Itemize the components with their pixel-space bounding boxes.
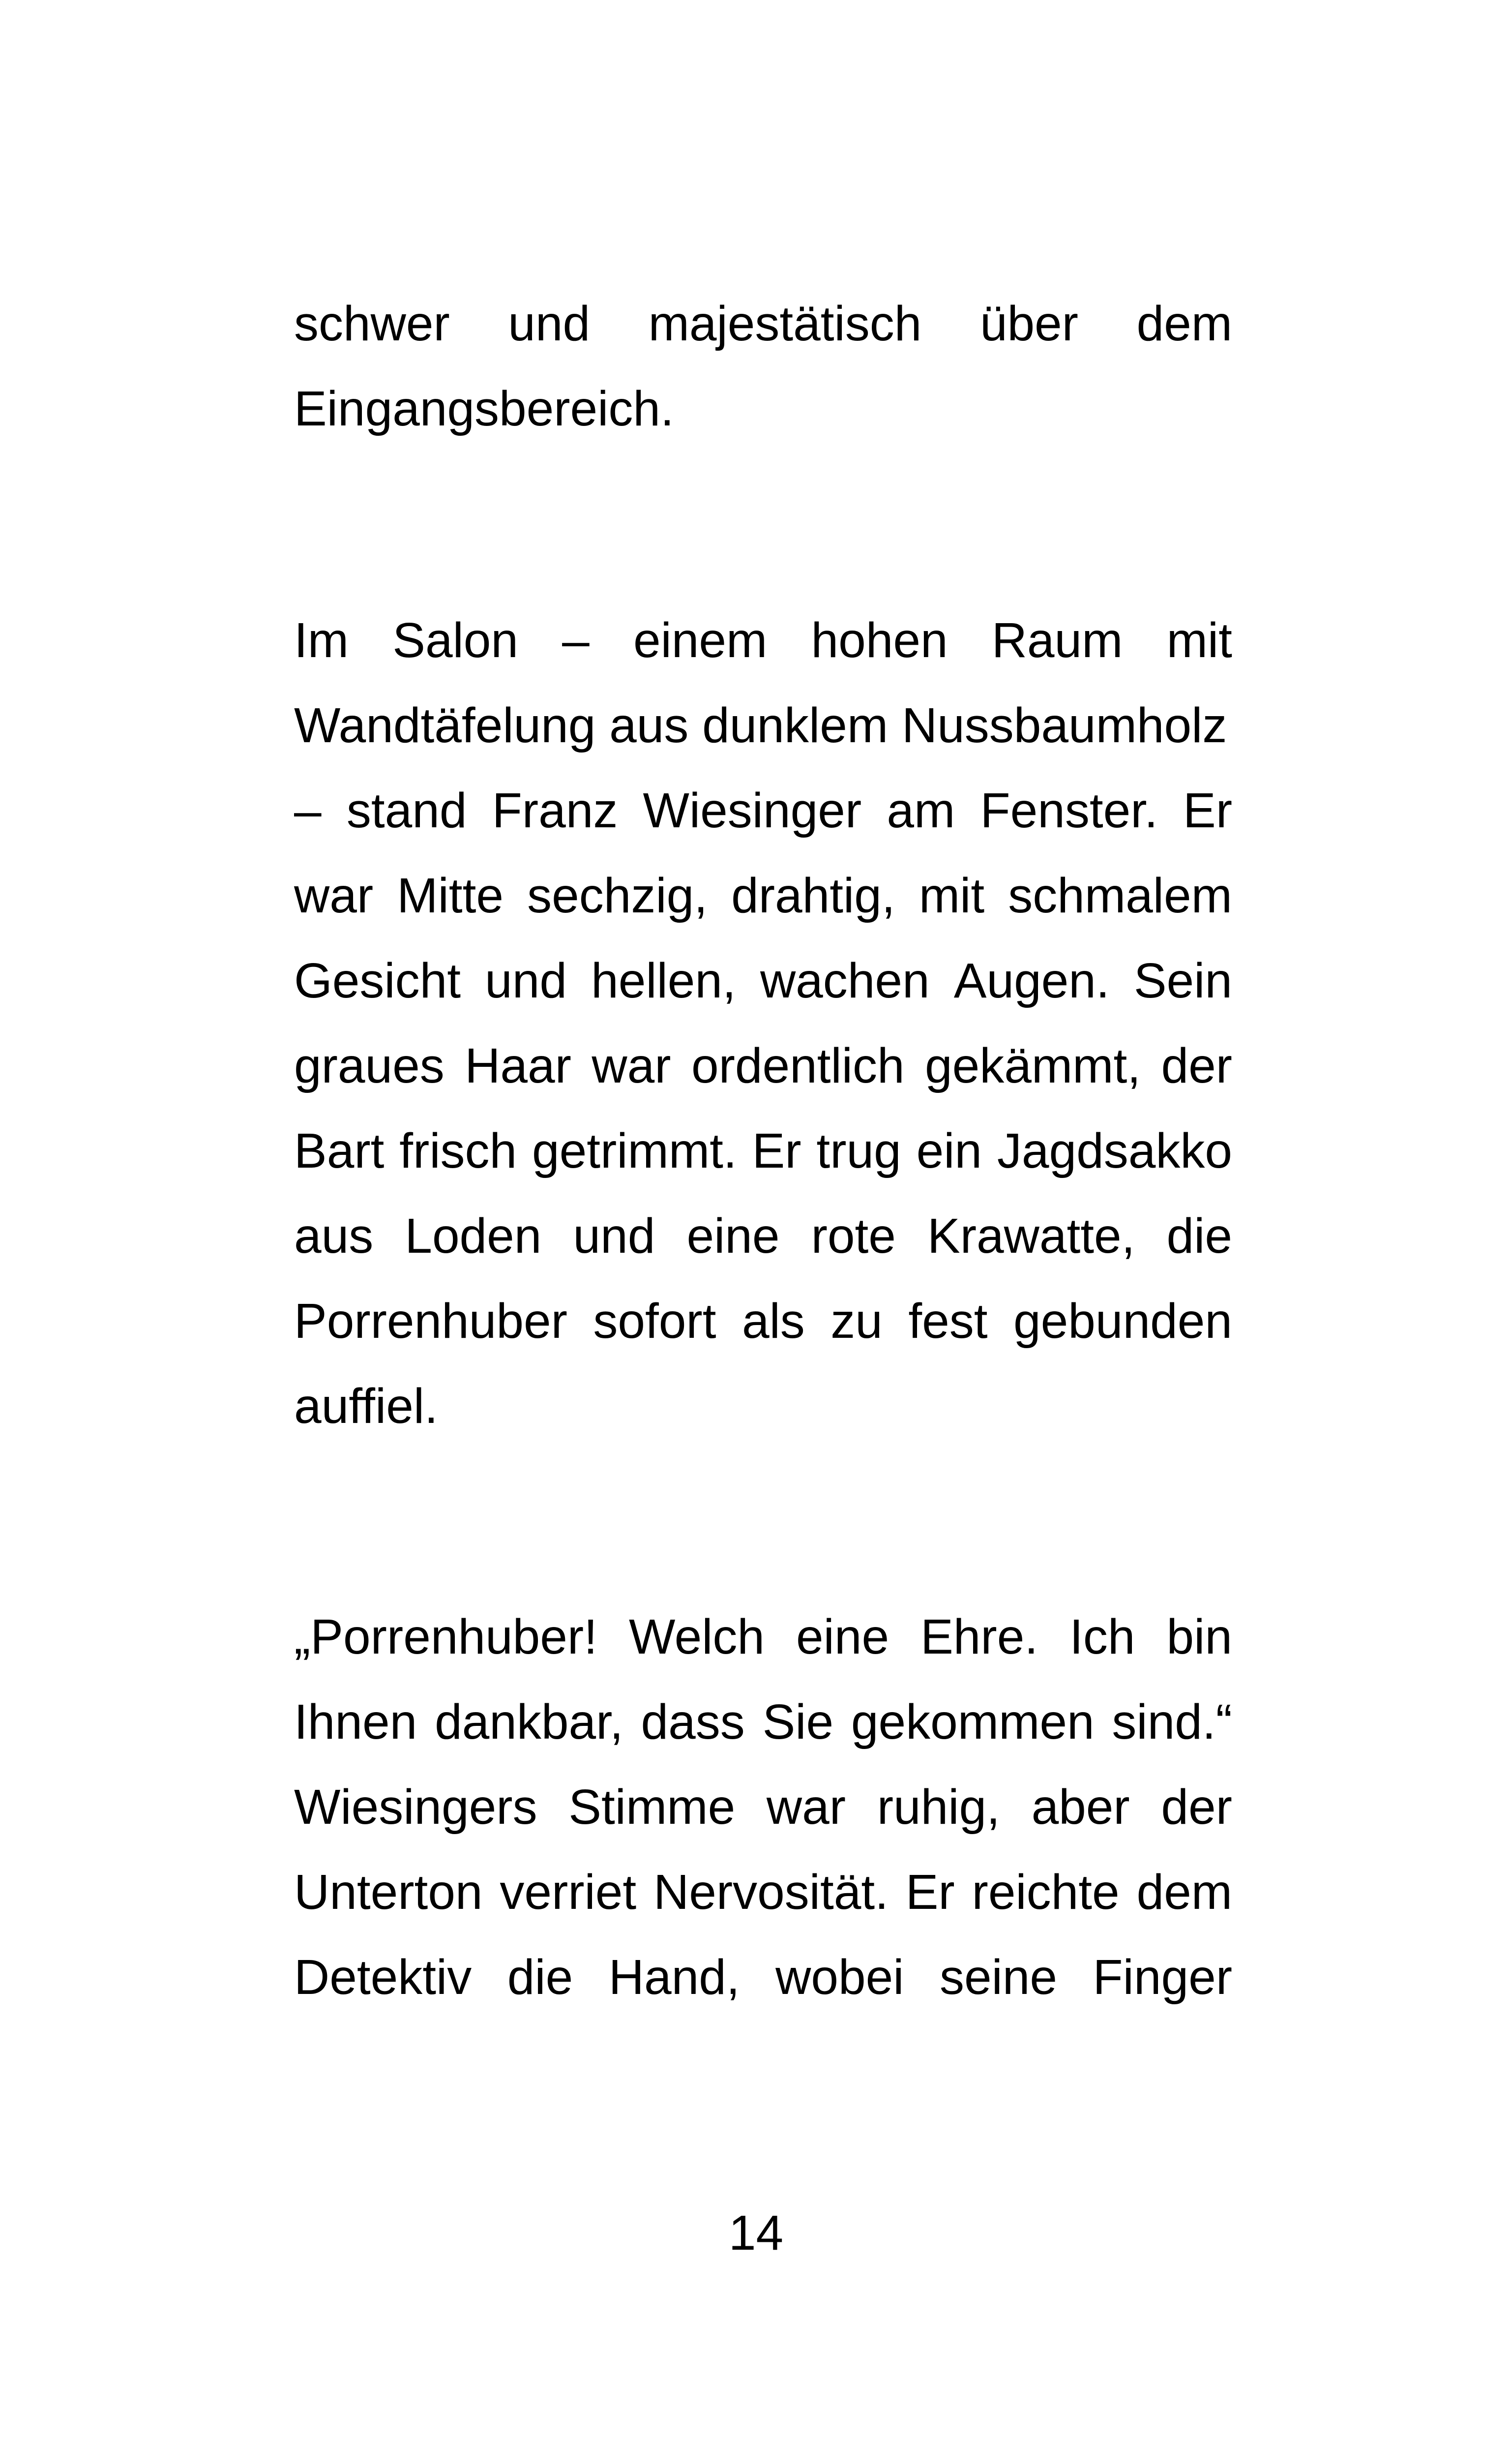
word: bin — [1166, 1609, 1232, 1664]
word: Sein — [1133, 953, 1232, 1008]
word: Mitte — [397, 868, 504, 923]
word: ordentlich — [691, 1038, 905, 1093]
word: ein — [916, 1123, 982, 1178]
text-line — [294, 1121, 1232, 1180]
word: getrimmt. — [532, 1123, 737, 1178]
word: gekommen — [851, 1694, 1095, 1749]
word: schmalem — [1008, 868, 1232, 923]
word: Er — [905, 1865, 955, 1920]
word: fest — [908, 1294, 988, 1349]
word: einem — [633, 613, 768, 668]
text-line: auffiel. — [294, 1379, 438, 1434]
text-line — [294, 1292, 1232, 1351]
word: Wiesingers — [294, 1779, 537, 1835]
word: Ihnen — [294, 1694, 417, 1749]
word: sechzig, — [527, 868, 708, 923]
text-line — [294, 1692, 1232, 1751]
word: und — [508, 296, 591, 351]
word: war — [766, 1779, 846, 1835]
word: gekämmt, — [925, 1038, 1141, 1093]
word: war — [592, 1038, 671, 1093]
text-line — [294, 951, 1232, 1010]
word: und — [573, 1208, 655, 1264]
word: zu — [830, 1294, 883, 1349]
word: Gesicht — [294, 953, 461, 1008]
word: – — [294, 783, 322, 838]
word: Krawatte, — [927, 1208, 1135, 1264]
word: Haar — [465, 1038, 571, 1093]
word: die — [1166, 1208, 1232, 1264]
text-line — [294, 866, 1232, 925]
word: Ich — [1069, 1609, 1135, 1664]
word: der — [1161, 1038, 1232, 1093]
word: mit — [1166, 613, 1232, 668]
word: die — [507, 1950, 573, 2005]
word: dass — [641, 1694, 745, 1749]
word: wachen — [760, 953, 930, 1008]
word: eine — [686, 1208, 780, 1264]
word: Salon — [392, 613, 519, 668]
word: hellen, — [591, 953, 736, 1008]
word: ruhig, — [877, 1779, 1000, 1835]
word: trug — [816, 1123, 901, 1178]
text-line — [294, 1778, 1232, 1837]
word: Er — [1183, 783, 1232, 838]
word: stand — [346, 783, 467, 838]
word: „Porrenhuber! — [294, 1609, 597, 1664]
word: – — [562, 613, 590, 668]
word: sofort — [593, 1294, 716, 1349]
text-line — [294, 1036, 1232, 1095]
word: gebunden — [1013, 1294, 1232, 1349]
page-number: 14 — [728, 2205, 784, 2261]
word: Loden — [405, 1208, 542, 1264]
word: dankbar, — [435, 1694, 623, 1749]
word: wobei — [775, 1950, 904, 2005]
word: Jagdsakko — [997, 1123, 1232, 1178]
word: Finger — [1093, 1950, 1232, 2005]
word: dem — [1136, 296, 1232, 351]
word: dem — [1136, 1865, 1232, 1920]
word: rote — [811, 1208, 896, 1264]
word: aus — [294, 1208, 374, 1264]
word: Fenster. — [980, 783, 1158, 838]
text-line — [294, 1206, 1232, 1266]
word: drahtig, — [731, 868, 895, 923]
word: Unterton — [294, 1865, 483, 1920]
text-line — [294, 781, 1232, 840]
word: seine — [939, 1950, 1058, 2005]
text-line — [294, 1607, 1232, 1666]
word: am — [887, 783, 955, 838]
word: Porrenhuber — [294, 1294, 567, 1349]
word: graues — [294, 1038, 445, 1093]
word: Sie — [762, 1694, 834, 1749]
text-line: Eingangsbereich. — [294, 381, 674, 436]
word: aber — [1031, 1779, 1130, 1835]
word: Augen. — [953, 953, 1110, 1008]
text-line — [294, 1863, 1232, 1922]
word: Wiesinger — [643, 783, 862, 838]
word: und — [485, 953, 567, 1008]
word: war — [294, 868, 374, 923]
word: Bart — [294, 1123, 385, 1178]
word: verriet — [500, 1865, 637, 1920]
word: Im — [294, 613, 349, 668]
word: reichte — [972, 1865, 1120, 1920]
word: eine — [796, 1609, 889, 1664]
word: Hand, — [608, 1950, 740, 2005]
word: Ehre. — [920, 1609, 1038, 1664]
word: als — [741, 1294, 805, 1349]
word: Detektiv — [294, 1950, 472, 2005]
word: schwer — [294, 296, 450, 351]
word: sind.“ — [1112, 1694, 1232, 1749]
text-line: Wandtäfelung aus dunklem Nussbaumholz — [294, 698, 1227, 753]
word: Raum — [991, 613, 1123, 668]
word: über — [979, 296, 1078, 351]
word: Er — [752, 1123, 801, 1178]
word: der — [1161, 1779, 1232, 1835]
word: mit — [919, 868, 985, 923]
word: Nervosität. — [653, 1865, 889, 1920]
word: hohen — [811, 613, 948, 668]
text-line — [294, 1948, 1232, 2007]
word: Stimme — [568, 1779, 736, 1835]
text-line — [294, 611, 1232, 670]
word: majestätisch — [648, 296, 922, 351]
text-line — [294, 294, 1232, 353]
word: frisch — [399, 1123, 517, 1178]
word: Franz — [492, 783, 618, 838]
word: Welch — [629, 1609, 765, 1664]
